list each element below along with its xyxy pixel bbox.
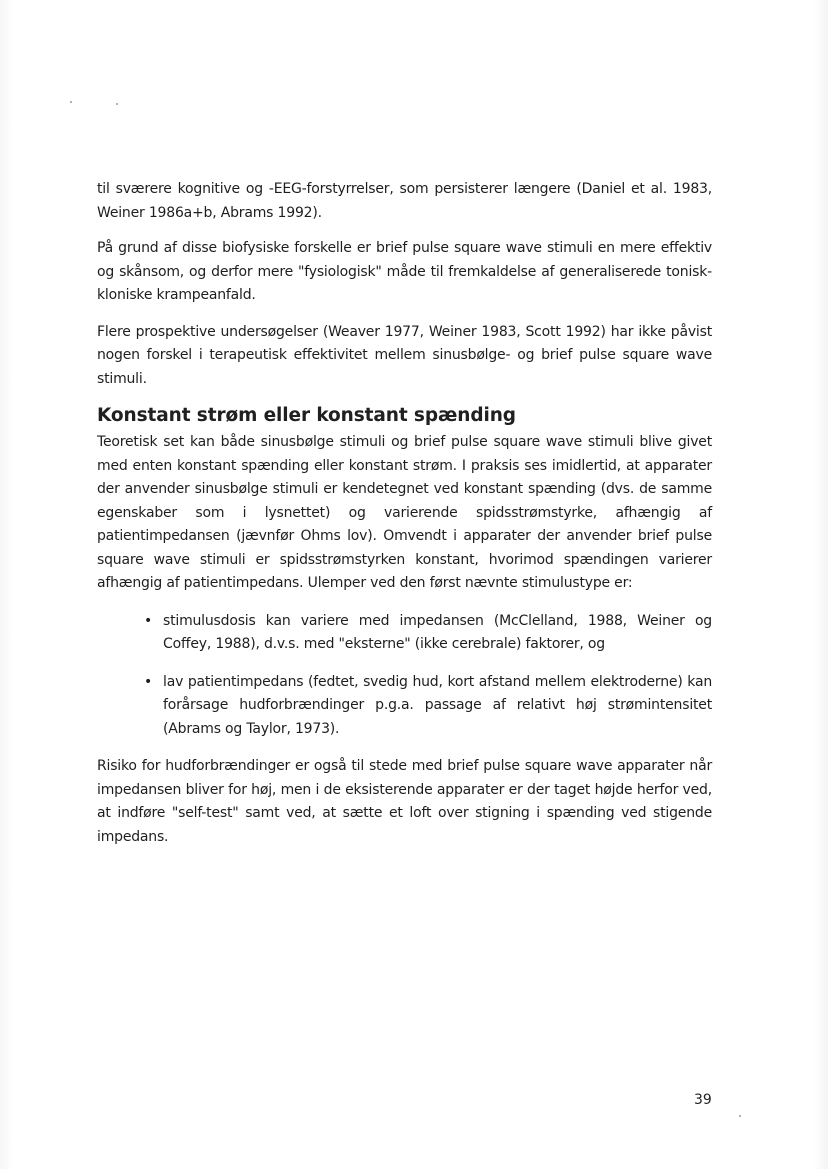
bullet-list [97,610,712,742]
bullet-icon: • [144,673,153,690]
list-item [97,610,712,657]
list-item [97,671,712,742]
scan-speck [116,103,118,105]
paragraph-2: På grund af disse biofysiske forskelle er brief pulse square wave stimuli en mere effektiv og skånsom, og derfor mere "fysiologisk" måde til fremkaldelse af generaliserede tonisk-kloniske krampeanfald. [97,240,712,303]
scan-speck [70,101,72,103]
body-text [97,178,712,849]
paragraph-1: til sværere kognitive og -EEG-forstyrrelser, som persisterer længere (Daniel et al. 1983, Weiner 1986a+b, Abrams 1992). [97,181,712,221]
section-heading: Konstant strøm eller konstant spænding [97,405,516,426]
paragraph-3: Flere prospektive undersøgelser (Weaver 1977, Weiner 1983, Scott 1992) har ikke påvist nogen forskel i terapeutisk effektivitet mellem sinusbølge- og brief pulse square wave stimuli. [97,323,712,387]
list-item-text: lav patientimpedans (fedtet, svedig hud, kort afstand mellem elektroderne) kan forårsage hudforbrændinger p.g.a. passage af relativt høj strømintensitet (Abrams og Taylor, 1973). [163,673,712,737]
page-number: 39 [694,1092,712,1108]
paragraph-5: Risiko for hudforbrændinger er også til stede med brief pulse square wave apparater når impedansen bliver for høj, men i de eksisterende apparater er der taget højde herfor ved, at indføre "self-test" samt ved, at sætte et loft over stigning i spænding ved stigende impedans. [97,758,712,845]
scan-speck [739,1115,741,1117]
paragraph-4: Teoretisk set kan både sinusbølge stimuli og brief pulse square wave stimuli blive givet med enten konstant spænding eller konstant strøm. I praksis ses imidlertid, at apparater der anvender sinusbølge stimuli er kendetegnet ved konstant spænding (dvs. de samme egenskaber som i lysnettet) og varierende spidsstrømstyrke, afhængig af patientimpedansen (jævnfør Ohms lov). Omvendt i apparater der anvender brief pulse square wave stimuli er spidsstrømstyrken konstant, hvorimod spændingen varierer afhængig af patientimpedans. Ulemper ved den først nævnte stimulustype er: [97,434,712,591]
list-item-text: stimulusdosis kan variere med impedansen (McClelland, 1988, Weiner og Coffey, 1988), d.v.s. med "eksterne" (ikke cerebrale) faktorer, og [163,612,712,652]
bullet-icon: • [144,612,153,629]
